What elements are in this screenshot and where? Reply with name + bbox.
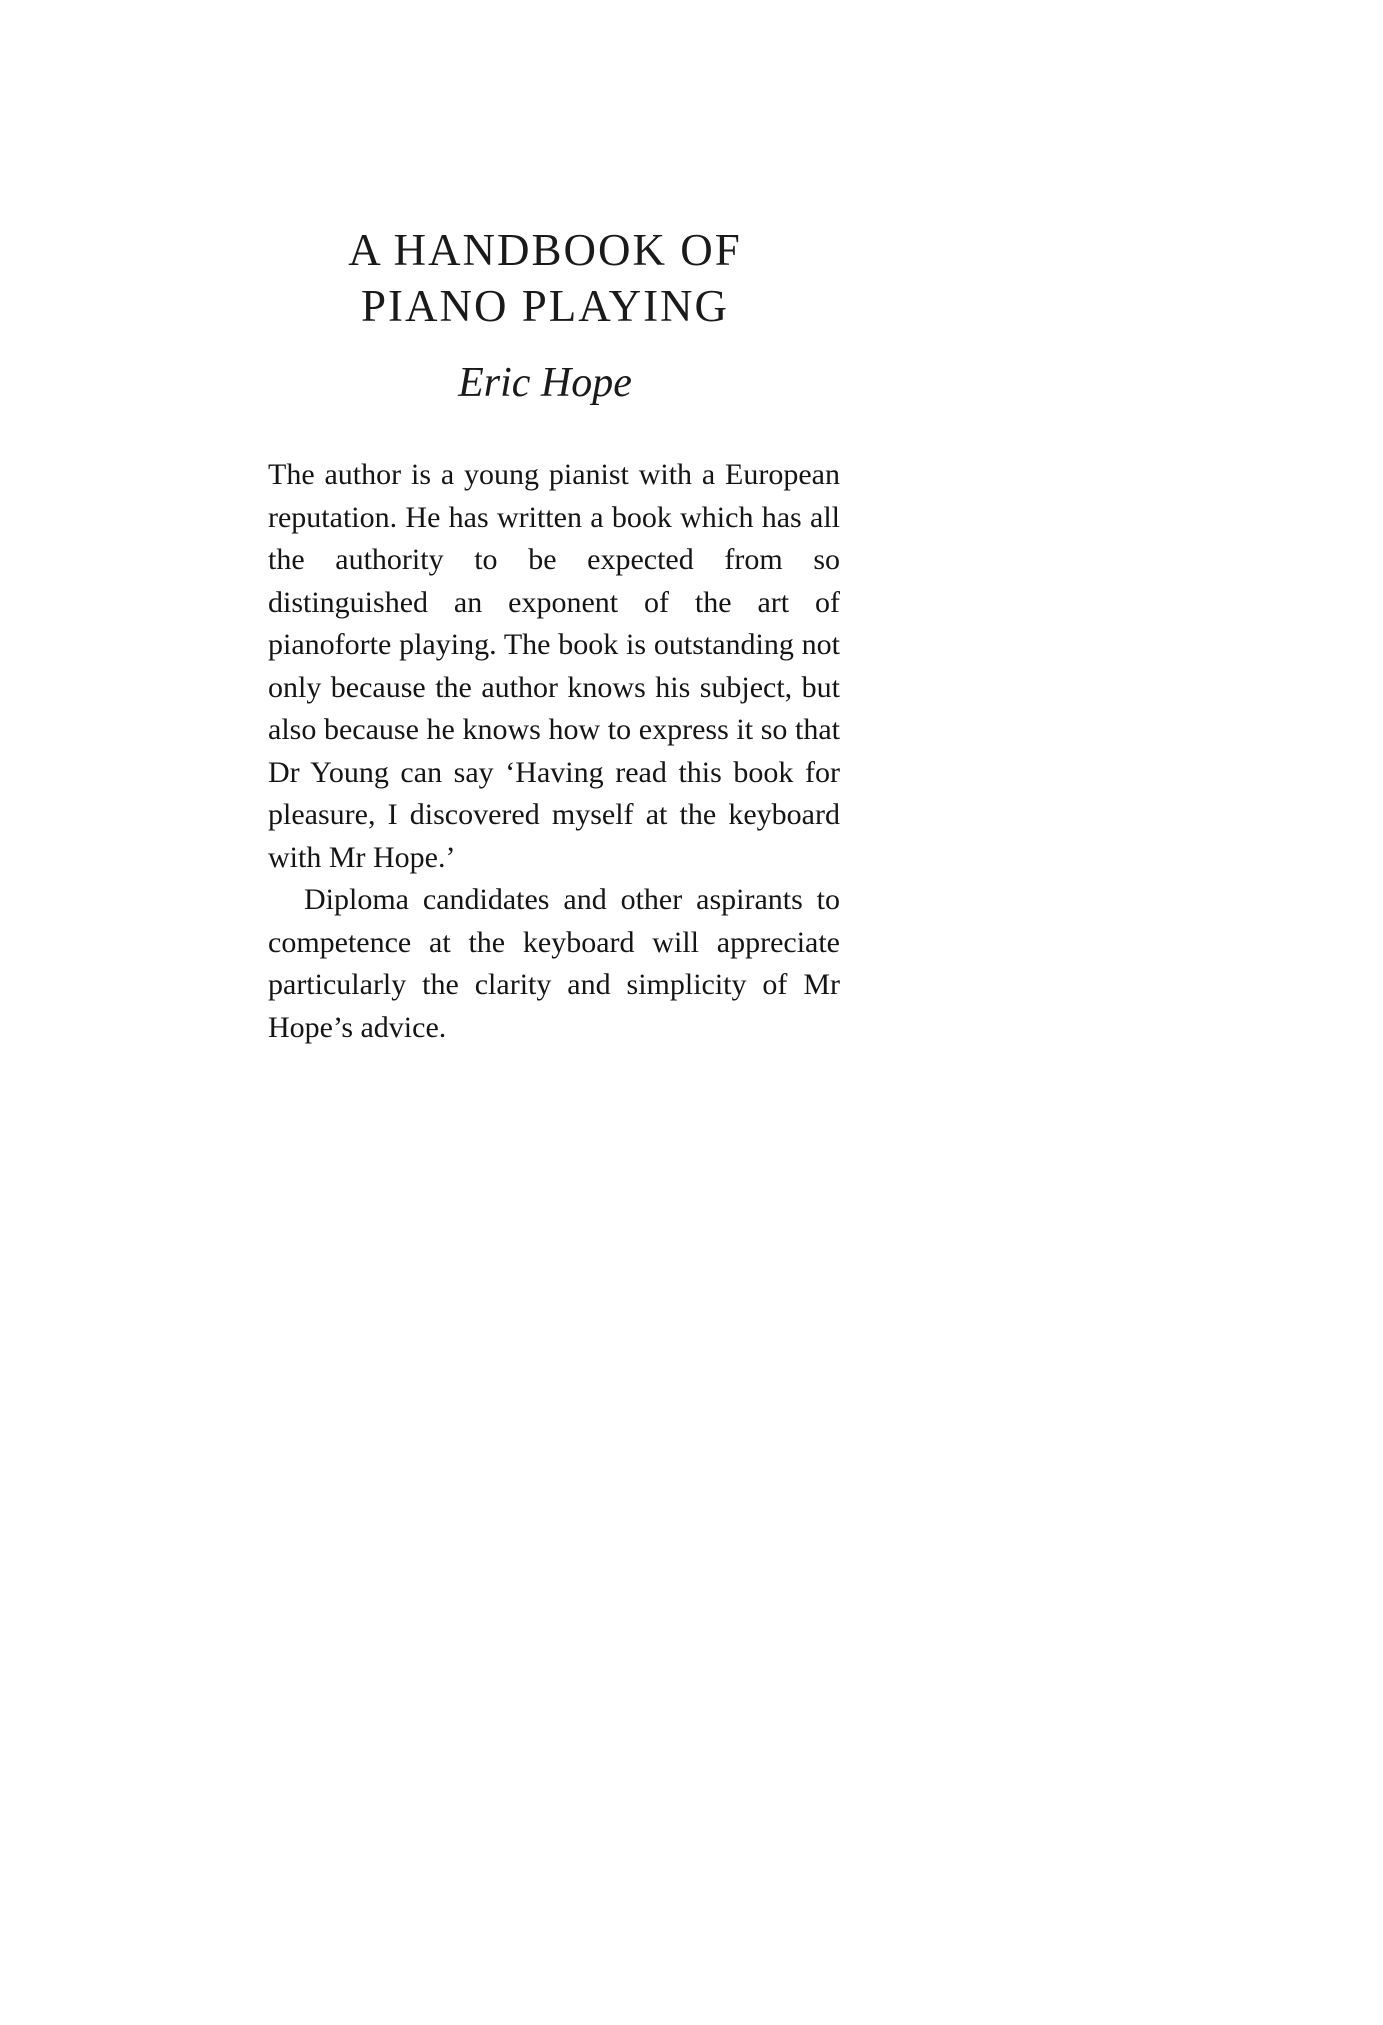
title-line-2: PIANO PLAYING — [360, 281, 730, 331]
author-name: Eric Hope — [458, 360, 632, 406]
book-title — [265, 222, 825, 334]
blurb-paragraph-1: The author is a young pianist with a European reputation. He has written a book which has all the authority to be expected from so distinguished an exponent of the art of pianoforte playing. The book is outstanding not only because the author knows his subject, but also because he knows how to express it so that Dr Young can say ‘Having read this book for pleasure, I discovered myself at the keyboard with Mr Hope.’ — [268, 458, 840, 874]
book-blurb — [268, 454, 840, 1049]
title-line-1: A HANDBOOK OF — [348, 225, 742, 275]
blurb-paragraph-2: Diploma candidates and other aspirants to competence at the keyboard will appreciate particularly the clarity and simplicity of Mr Hope’s advice. — [268, 883, 840, 1044]
